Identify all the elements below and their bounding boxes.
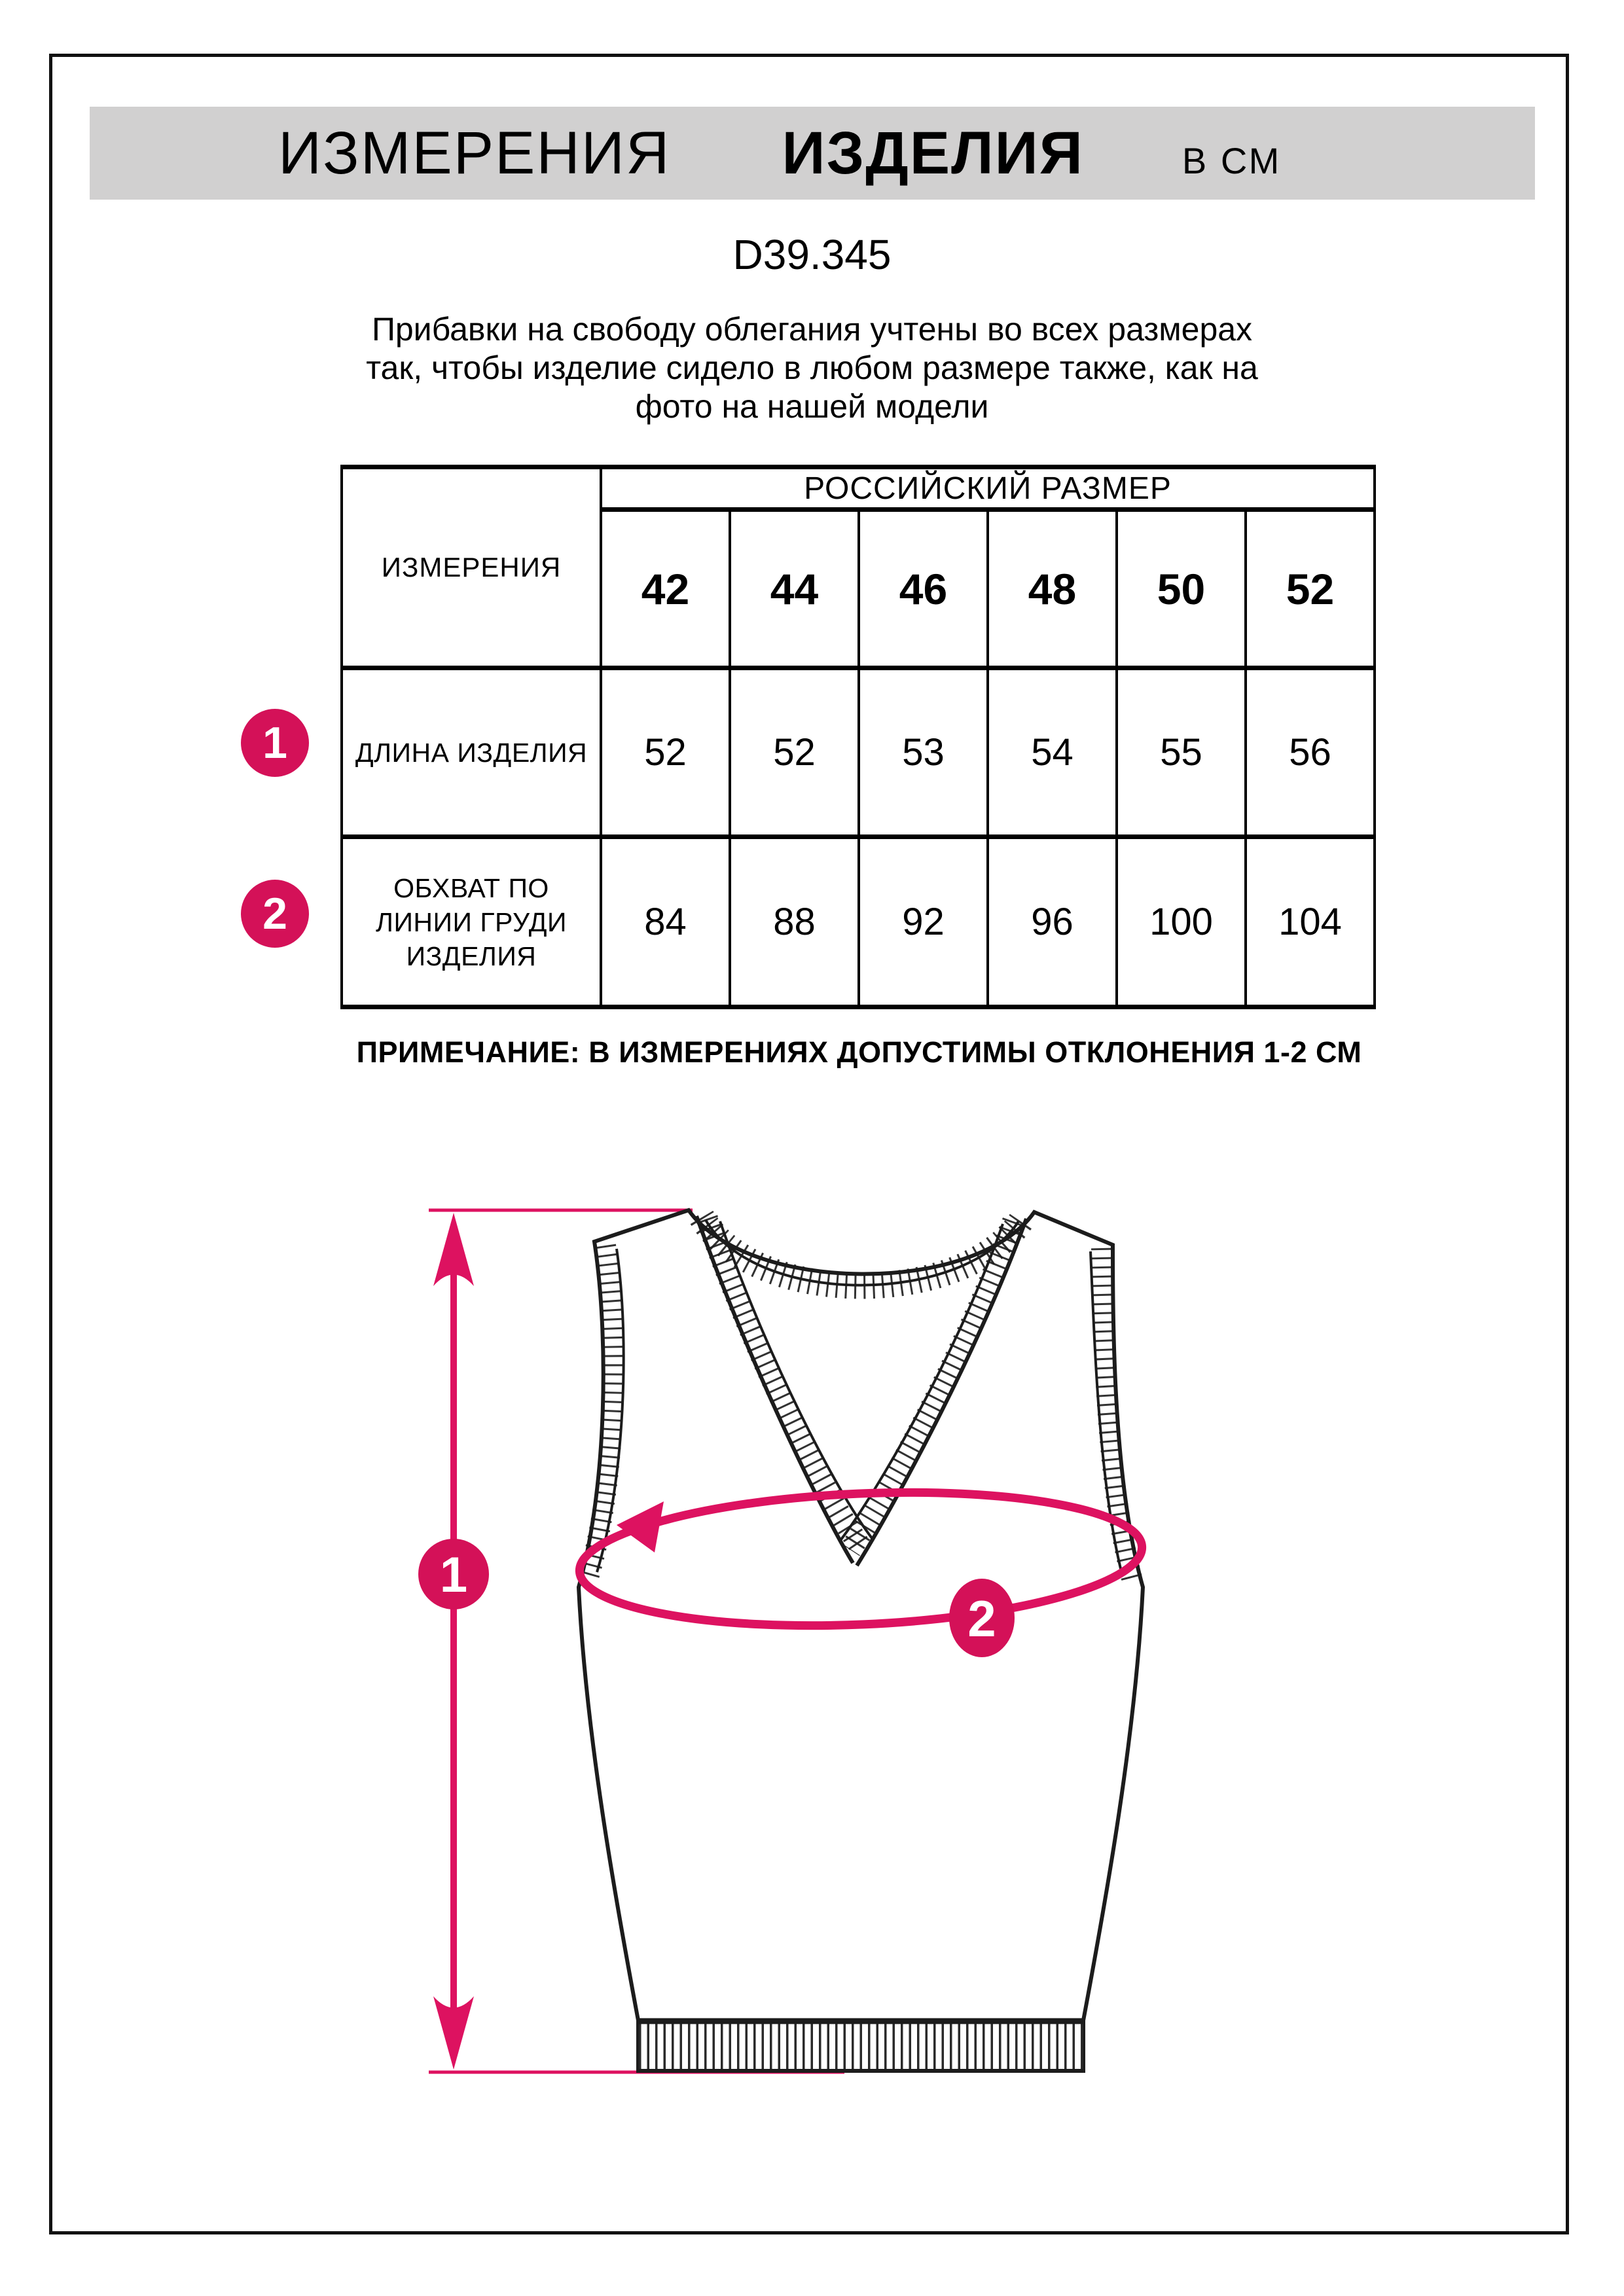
- size-col-46: 46: [859, 510, 988, 668]
- length-48: 54: [988, 668, 1117, 837]
- row-label-length: ДЛИНА ИЗДЕЛИЯ: [342, 668, 601, 837]
- vest-technical-drawing: [367, 1178, 1388, 2108]
- intro-line-3: фото на нашей модели: [635, 388, 989, 425]
- chest-44: 88: [730, 837, 859, 1007]
- vest-outline: [579, 1210, 1143, 2071]
- article-code: D39.345: [732, 231, 892, 278]
- page-title: [90, 107, 1535, 200]
- chest-label-line3: ИЗДЕЛИЯ: [406, 941, 537, 971]
- diagram-marker-2-label: 2: [967, 1590, 996, 1647]
- size-col-44: 44: [730, 510, 859, 668]
- title-word-product: ИЗДЕЛИЯ: [782, 120, 1084, 187]
- measurements-table: [340, 465, 1376, 1009]
- table-corner-label: ИЗМЕРЕНИЯ: [342, 467, 601, 668]
- table-group-header: РОССИЙСКИЙ РАЗМЕР: [601, 467, 1375, 510]
- garment-diagram: [367, 1178, 1388, 2108]
- title-units: В СМ: [1182, 140, 1282, 181]
- length-52: 56: [1246, 668, 1375, 837]
- intro-line-1: Прибавки на свободу облегания учтены во всех размерах: [371, 311, 1253, 348]
- table-row-length: [342, 668, 1375, 837]
- vest-silhouette: [579, 1210, 1143, 2071]
- table-row-chest: [342, 837, 1375, 1007]
- size-col-52: 52: [1246, 510, 1375, 668]
- chest-label-line1: ОБХВАТ ПО: [393, 872, 549, 903]
- diagram-marker-1-label: 1: [439, 1547, 468, 1603]
- title-word-measurements: ИЗМЕРЕНИЯ: [278, 120, 671, 187]
- row-marker-1: 1: [241, 709, 309, 777]
- length-50: 55: [1117, 668, 1246, 837]
- length-42: 52: [601, 668, 730, 837]
- chest-label-line2: ЛИНИИ ГРУДИ: [376, 906, 567, 937]
- row-marker-2: 2: [241, 880, 309, 948]
- chest-52: 104: [1246, 837, 1375, 1007]
- size-col-48: 48: [988, 510, 1117, 668]
- length-44: 52: [730, 668, 859, 837]
- chest-46: 92: [859, 837, 988, 1007]
- intro-paragraph: [0, 310, 1624, 426]
- chest-48: 96: [988, 837, 1117, 1007]
- chest-42: 84: [601, 837, 730, 1007]
- intro-line-2: так, чтобы изделие сидело в любом размере также, как на: [366, 350, 1258, 386]
- size-col-50: 50: [1117, 510, 1246, 668]
- row-label-chest: [342, 837, 601, 1007]
- tolerance-note: ПРИМЕЧАНИЕ: В ИЗМЕРЕНИЯХ ДОПУСТИМЫ ОТКЛОНЕНИЯ 1-2 СМ: [356, 1035, 1362, 1069]
- chest-50: 100: [1117, 837, 1246, 1007]
- length-46: 53: [859, 668, 988, 837]
- size-col-42: 42: [601, 510, 730, 668]
